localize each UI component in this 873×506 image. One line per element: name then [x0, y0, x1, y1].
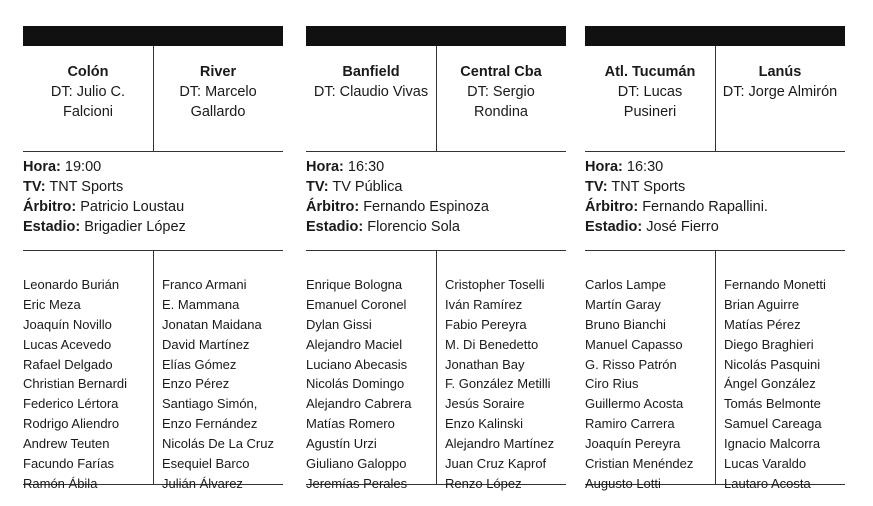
- away-player: Lucas Varaldo: [724, 456, 807, 472]
- match-atl-tucuman-lanus: [585, 26, 845, 491]
- time-value: 16:30: [347, 159, 385, 175]
- home-coach: DT: Claudio Vivas: [313, 84, 429, 100]
- tv-value: TV Pública: [332, 179, 403, 195]
- tv-label: TV:: [585, 179, 608, 195]
- home-lineup: [23, 275, 153, 494]
- lineup-divider: [715, 251, 716, 484]
- home-player: Giuliano Galoppo: [306, 456, 407, 472]
- away-player: Diego Braghieri: [724, 336, 814, 352]
- away-team: [153, 46, 283, 151]
- away-player: Jesús Soraire: [445, 396, 525, 412]
- home-player: Alejandro Maciel: [306, 336, 403, 352]
- time-row: [23, 157, 283, 177]
- away-player: Enzo Fernández: [162, 416, 258, 432]
- referee-row: [23, 197, 283, 217]
- teams-block: [306, 46, 566, 152]
- home-player: Manuel Capasso: [585, 336, 683, 352]
- home-team-name: Colón: [67, 64, 109, 80]
- team-divider: [436, 46, 437, 151]
- referee-label: Árbitro:: [585, 199, 639, 215]
- home-coach: DT: Julio C. Falcioni: [50, 84, 126, 120]
- home-player: Dylan Gissi: [306, 316, 372, 332]
- away-player: Ángel González: [724, 376, 816, 392]
- away-player: F. González Metilli: [445, 376, 551, 392]
- header-bar: [306, 26, 566, 46]
- time-label: Hora:: [585, 159, 623, 175]
- home-player: Ramiro Carrera: [585, 416, 675, 432]
- home-player: Matías Romero: [306, 416, 395, 432]
- tv-row: [23, 177, 283, 197]
- away-player: Ignacio Malcorra: [724, 436, 821, 452]
- stadium-row: [23, 217, 283, 237]
- home-player: Nicolás Domingo: [306, 376, 405, 392]
- away-player: David Martínez: [162, 336, 250, 352]
- away-lineup: [715, 275, 845, 494]
- home-coach: DT: Lucas Pusineri: [617, 84, 683, 120]
- home-player: Ciro Rius: [585, 376, 639, 392]
- home-player: Christian Bernardi: [23, 376, 128, 392]
- home-player: Jeremías Perales: [306, 475, 408, 491]
- referee-value: Fernando Espinoza: [363, 199, 489, 215]
- home-player: Leonardo Burián: [23, 277, 120, 292]
- home-player: Carlos Lampe: [585, 277, 666, 292]
- away-coach: DT: Marcelo Gallardo: [179, 84, 257, 120]
- away-player: Matías Pérez: [724, 316, 801, 332]
- home-player: Bruno Bianchi: [585, 316, 666, 332]
- away-player: Elías Gómez: [162, 356, 237, 372]
- stadium-row: [585, 217, 845, 237]
- away-player: Lautaro Acosta: [724, 475, 811, 491]
- home-team: [585, 46, 715, 151]
- stadium-label: Estadio:: [306, 219, 364, 235]
- home-player: Luciano Abecasis: [306, 356, 408, 372]
- home-player: Guillermo Acosta: [585, 396, 684, 412]
- lineups: [585, 251, 845, 491]
- away-coach: DT: Sergio Rondina: [467, 84, 535, 120]
- time-value: 19:00: [64, 159, 102, 175]
- tv-value: TNT Sports: [611, 179, 686, 195]
- away-player: Renzo López: [445, 475, 522, 491]
- referee-label: Árbitro:: [23, 199, 77, 215]
- away-player: Tomás Belmonte: [724, 396, 821, 412]
- tv-label: TV:: [306, 179, 329, 195]
- away-player: Iván Ramírez: [445, 296, 523, 312]
- time-row: [585, 157, 845, 177]
- away-player: Nicolás Pasquini: [724, 356, 821, 372]
- home-player: Rafael Delgado: [23, 356, 113, 372]
- away-player: E. Mammana: [162, 296, 240, 312]
- away-coach: DT: Jorge Almirón: [722, 84, 838, 100]
- away-player: Julián Álvarez: [162, 475, 243, 491]
- home-lineup: [306, 275, 436, 494]
- away-player: Juan Cruz Kaprof: [445, 456, 547, 472]
- home-player: Federico Lértora: [23, 396, 119, 412]
- stadium-value: José Fierro: [646, 219, 719, 235]
- home-player: Lucas Acevedo: [23, 336, 112, 352]
- away-lineup: [153, 275, 283, 494]
- stadium-value: Florencio Sola: [367, 219, 460, 235]
- home-player: Joaquín Pereyra: [585, 436, 681, 452]
- home-lineup: [585, 275, 715, 494]
- home-player: Andrew Teuten: [23, 436, 110, 452]
- referee-value: Fernando Rapallini.: [642, 199, 768, 215]
- home-player: Enrique Bologna: [306, 277, 403, 292]
- home-team: [23, 46, 153, 151]
- away-player: Alejandro Martínez: [445, 436, 555, 452]
- away-team-name: Central Cba: [460, 64, 542, 80]
- away-team: [436, 46, 566, 151]
- match-colon-river: [23, 26, 283, 491]
- tv-value: TNT Sports: [49, 179, 124, 195]
- referee-label: Árbitro:: [306, 199, 360, 215]
- home-player: Emanuel Coronel: [306, 296, 407, 312]
- referee-value: Patricio Loustau: [80, 199, 185, 215]
- header-bar: [23, 26, 283, 46]
- away-player: Enzo Pérez: [162, 376, 230, 392]
- tv-row: [585, 177, 845, 197]
- lineup-divider: [153, 251, 154, 484]
- home-player: Joaquín Novillo: [23, 316, 112, 332]
- home-player: Facundo Farías: [23, 456, 115, 472]
- away-player: Samuel Careaga: [724, 416, 822, 432]
- away-player: Cristopher Toselli: [445, 277, 545, 292]
- lineup-divider: [436, 251, 437, 484]
- away-player: Santiago Simón,: [162, 396, 258, 412]
- tv-label: TV:: [23, 179, 46, 195]
- home-team-name: Banfield: [342, 64, 400, 80]
- time-label: Hora:: [306, 159, 344, 175]
- home-team: [306, 46, 436, 151]
- home-player: Ramón Ábila: [23, 475, 98, 491]
- away-player: Esequiel Barco: [162, 456, 250, 472]
- away-player: Enzo Kalinski: [445, 416, 524, 432]
- match-info: [585, 152, 845, 251]
- match-info: [23, 152, 283, 251]
- time-label: Hora:: [23, 159, 61, 175]
- home-player: Agustín Urzi: [306, 436, 377, 452]
- teams-block: [23, 46, 283, 152]
- away-player: Jonatan Maidana: [162, 316, 262, 332]
- referee-row: [585, 197, 845, 217]
- away-player: Fabio Pereyra: [445, 316, 527, 332]
- away-lineup: [436, 275, 566, 494]
- home-player: Eric Meza: [23, 296, 81, 312]
- away-player: Franco Armani: [162, 277, 247, 292]
- referee-row: [306, 197, 566, 217]
- away-player: Jonathan Bay: [445, 356, 525, 372]
- tv-row: [306, 177, 566, 197]
- team-divider: [715, 46, 716, 151]
- away-team: [715, 46, 845, 151]
- team-divider: [153, 46, 154, 151]
- lineups: [306, 251, 566, 491]
- home-team-name: Atl. Tucumán: [604, 64, 696, 80]
- stadium-row: [306, 217, 566, 237]
- stadium-label: Estadio:: [23, 219, 81, 235]
- away-team-name: Lanús: [758, 64, 802, 80]
- lineups: [23, 251, 283, 491]
- teams-block: [585, 46, 845, 152]
- home-player: G. Risso Patrón: [585, 356, 677, 372]
- match-info: [306, 152, 566, 251]
- stadium-value: Brigadier López: [84, 219, 186, 235]
- stadium-label: Estadio:: [585, 219, 643, 235]
- match-banfield-central-cba: [306, 26, 566, 491]
- away-player: Fernando Monetti: [724, 277, 826, 292]
- time-value: 16:30: [626, 159, 664, 175]
- home-player: Augusto Lotti: [585, 475, 661, 491]
- home-player: Martín Garay: [585, 296, 661, 312]
- home-player: Alejandro Cabrera: [306, 396, 412, 412]
- away-team-name: River: [199, 64, 237, 80]
- home-player: Cristian Menéndez: [585, 456, 694, 472]
- away-player: Brian Aguirre: [724, 296, 800, 312]
- home-player: Rodrigo Aliendro: [23, 416, 120, 432]
- header-bar: [585, 26, 845, 46]
- away-player: Nicolás De La Cruz: [162, 436, 274, 452]
- time-row: [306, 157, 566, 177]
- away-player: M. Di Benedetto: [445, 336, 539, 352]
